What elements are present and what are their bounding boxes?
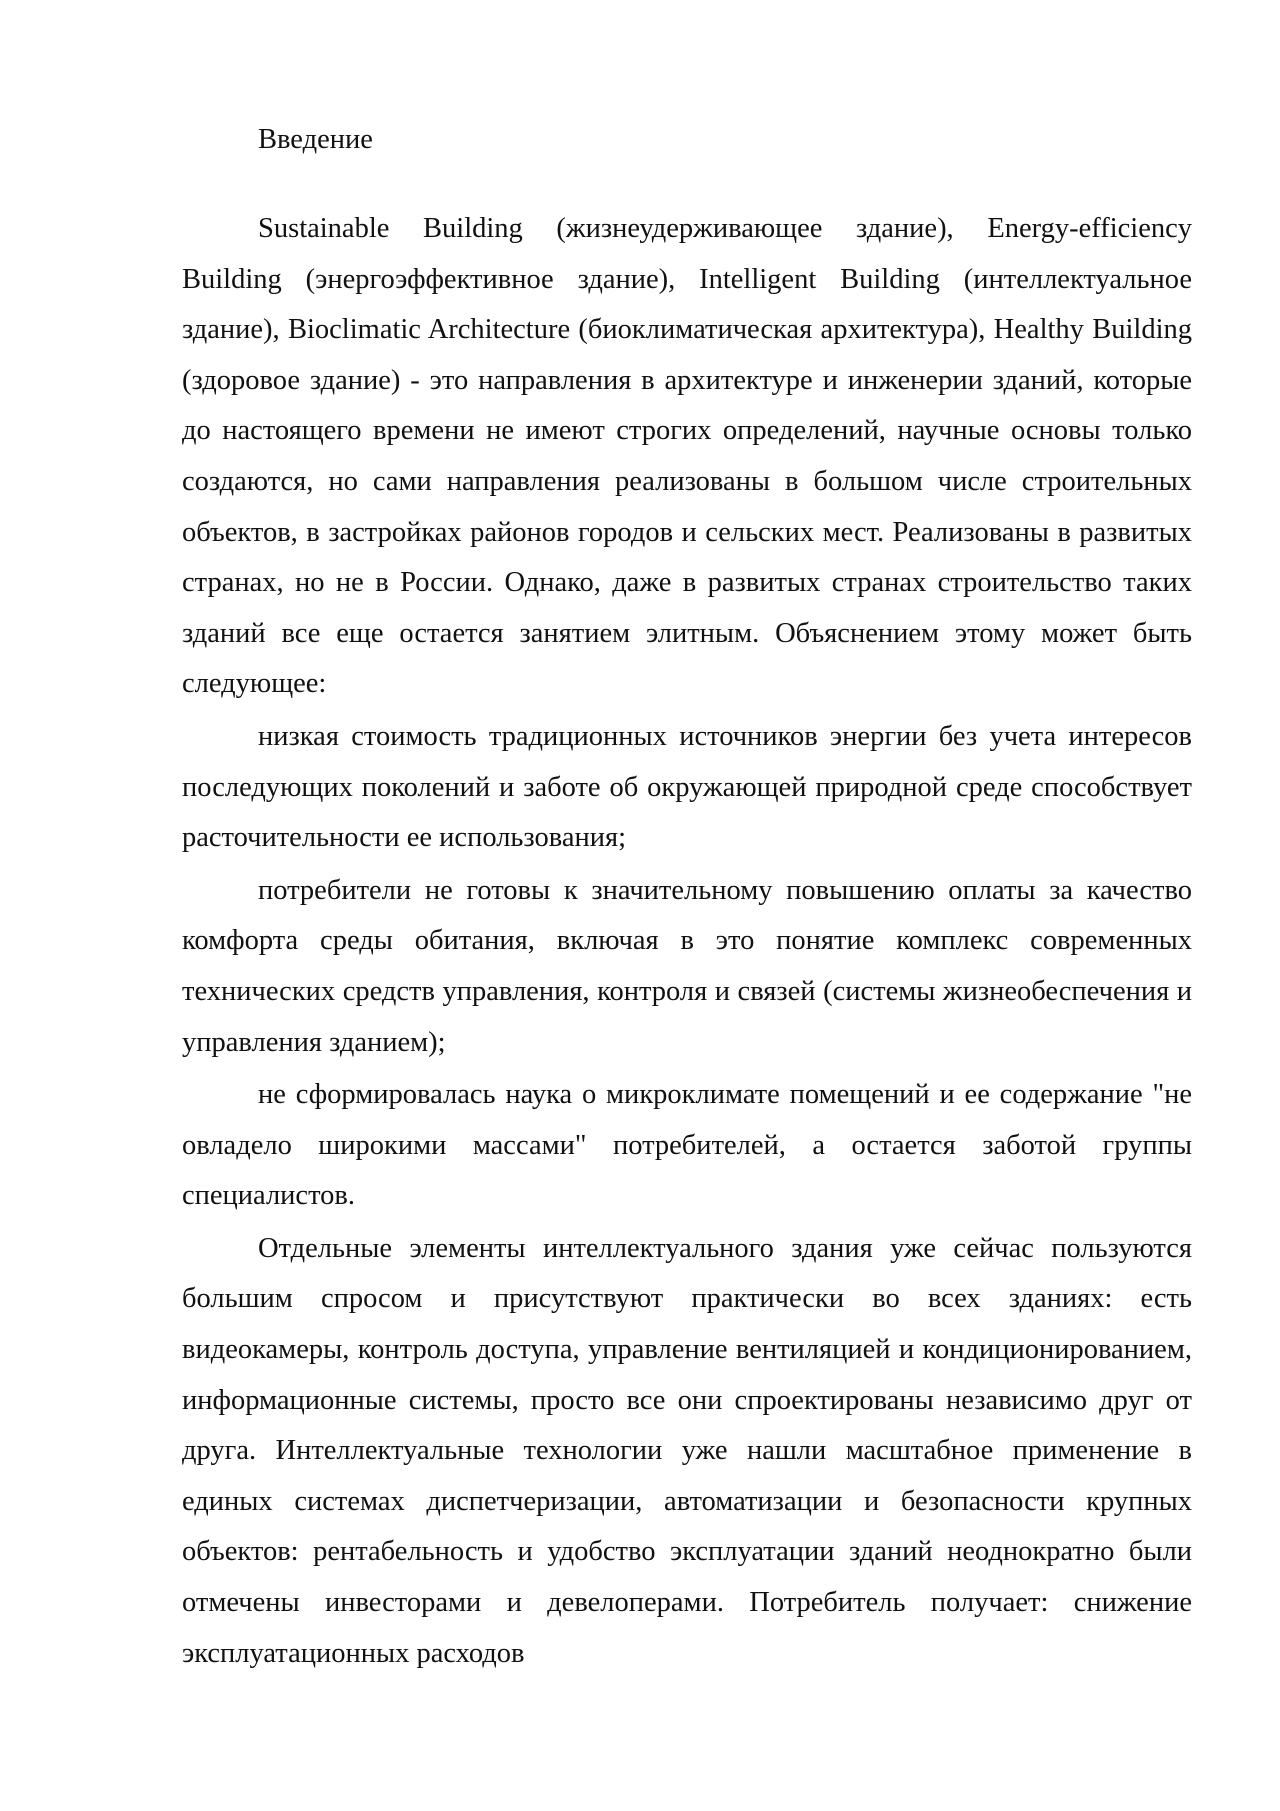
- paragraph-intro: Sustainable Building (жизнеудерживающее здание), Energy-efficiency Building (энергоэффективное здание), Intelligent Building (интеллектуальное здание), Bioclimatic Architecture (биоклиматическая архитектура), Healthy Building (здоровое здание) - это направления в архитектуре и инженерии зданий, которые до настоящего времени не имеют строгих определений, научные основы только создаются, но сами направления реализованы в большом числе строительных объектов, в застройках районов городов и сельских мест. Реализованы в развитых странах, но не в России. Однако, даже в развитых странах строительство таких зданий все еще остается занятием элитным. Объяснением этому может быть следующее:: [182, 213, 1192, 700]
- document-body: [182, 118, 1192, 1681]
- paragraph-reason-consumers: потребители не готовы к значительному повышению оплаты за качество комфорта среды обитания, включая в это понятие комплекс современных технических средств управления, контроля и связей (системы жизнеобеспечения и управления зданием);: [182, 874, 1192, 1058]
- heading-spacer: [182, 162, 1192, 204]
- paragraph-reason-energy-cost: низкая стоимость традиционных источников энергии без учета интересов последующих поколений и заботе об окружающей природной среде способствует расточительности ее использования;: [182, 720, 1192, 854]
- section-heading: Введение: [258, 124, 373, 155]
- paragraph-reason-microclimate: не сформировалась наука о микроклимате помещений и ее содержание "не овладело широкими массами" потребителей, а остается заботой группы специалистов.: [182, 1079, 1192, 1212]
- paragraph-intelligent-elements: Отдельные элементы интеллектуального здания уже сейчас пользуются большим спросом и присутствуют практически во всех зданиях: есть видеокамеры, контроль доступа, управление вентиляцией и кондиционированием, информационные системы, просто все они спроектированы независимо друг от друга. Интеллектуальные технологии уже нашли масштабное применение в единых системах диспетчеризации, автоматизации и безопасности крупных объектов: рентабельность и удобство эксплуатации зданий неоднократно были отмечены инвесторами и девелоперами. Потребитель получает: снижение эксплуатационных расходов: [182, 1232, 1192, 1669]
